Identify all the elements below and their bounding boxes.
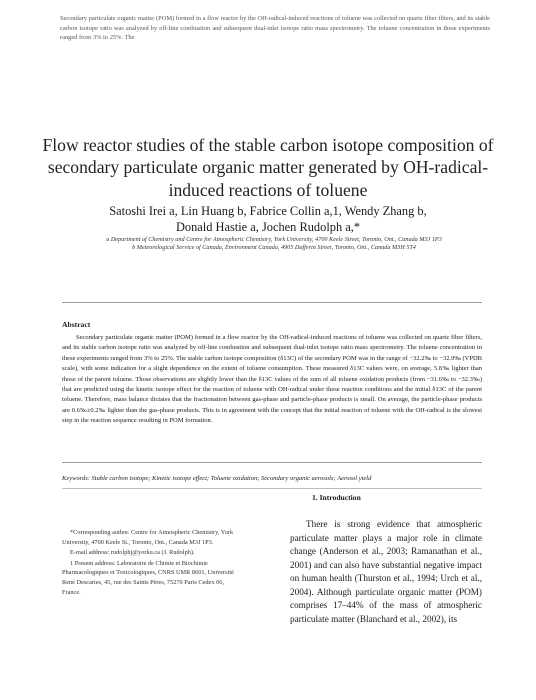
affiliations [54, 236, 494, 253]
affiliation-a: a Department of Chemistry and Centre for Atmospheric Chemistry, York University, 4700 Keele Street, Toronto, Ont., Canada M3J 1P3 [106, 236, 442, 243]
abstract-body: Secondary particulate organic matter (POM) formed in a flow reactor by the OH-radical-induced reactions of toluene was collected on quartz fiber filters, and its stable carbon isotope ratio was analyzed by off-line combustion and subsequent dual-inlet isotope ratio mass spectrometry. The toluene concentration in these experiments ranged from 3% to 25%. The stable carbon isotope composition (δ13C) of the secondary POM was in the range of −32.2‰ to −32.9‰ (VPDB scale), with some indication for a slight dependence on the extent of toluene consumption. These measured δ13C values were, on average, 5.8‰ lighter than those of the parent toluene. Those observations are slightly lower than the δ13C values of the sum of all toluene oxidation products (from −31.6‰ to −32.3‰) that are predicted using the kinetic isotope effect for the reaction of toluene with OH-radical under these reaction conditions and the initial δ13C of the parent toluene. Therefore, mass balance dictates that the fractionation between gas-phase and particle-phase products is small. On average, the particle-phase products are 0.6‰±0.2‰ lighter than the gas-phase products. This is in agreement with the concept that the initial reaction of toluene with the OH-radical is the slowest step in the reaction sequence resulting in POM formation. [62, 334, 482, 425]
paper-title: Flow reactor studies of the stable carbon isotope composition of secondary particulate organic matter generated by OH-radical-induced reactions of toluene [42, 135, 494, 200]
footnote-email: E-mail address: rudolphj@yorku.ca (J. Rudolph). [70, 549, 195, 557]
author-list [40, 203, 496, 235]
affiliation-b: b Meteorological Service of Canada, Environment Canada, 4905 Dufferin Street, Toronto, Ont., Canada M3H 5T4 [132, 244, 416, 252]
author-line-2: Donald Hastie a, Jochen Rudolph a,* [175, 220, 361, 234]
footnotes [62, 528, 244, 598]
author-line-1: Satoshi Irei a, Lin Huang b, Fabrice Collin a,1, Wendy Zhang b, [109, 204, 427, 218]
bleed-through-text: Secondary particulate organic matter (POM) formed in a flow reactor by the OH-radical-induced reactions of toluene was collected on quartz fiber filters, and its stable carbon isotope ratio was analyzed by off-line combustion and subsequent dual-inlet isotope ratio mass spectrometry. The toluene concentration in these experiments ranged from 3% to 25%. The [60, 15, 490, 42]
abstract-heading: Abstract [62, 320, 91, 329]
keywords: Keywords: Stable carbon isotope; Kinetic isotope effect; Toluene oxidation; Secondary organic aerosols; Aerosol yield [62, 475, 372, 482]
divider-top [62, 302, 482, 303]
footnote-corresponding: *Corresponding author. Centre for Atmospheric Chemistry, York University, 4700 Keele St., Toronto, Ont., Canada M3J 1P3. [62, 529, 234, 546]
section-heading-introduction: 1. Introduction [312, 493, 361, 502]
divider-abstract [62, 462, 482, 463]
divider-keywords [62, 488, 482, 489]
footnote-present-address: 1 Present address: Laboratoire de Chimie et Biochimie Pharmacologiques et Toxicologiques, CNRS UMR 8601, Université René Descartes, 45, rue des Saints Pères, 75270 Paris Cedex 06, France. [62, 559, 234, 596]
introduction-body: There is strong evidence that atmospheric particulate matter plays a major role in climate change (Anderson et al., 2003; Ramanathan et al., 2001) and can also have substantial negative impact on human health (Thurston et al., 1994; Urch et al., 2004). Although particulate organic matter (POM) comprises 17–44% of the mass of atmospheric particulate matter (Blanchard et al., 2002), its [290, 519, 482, 624]
